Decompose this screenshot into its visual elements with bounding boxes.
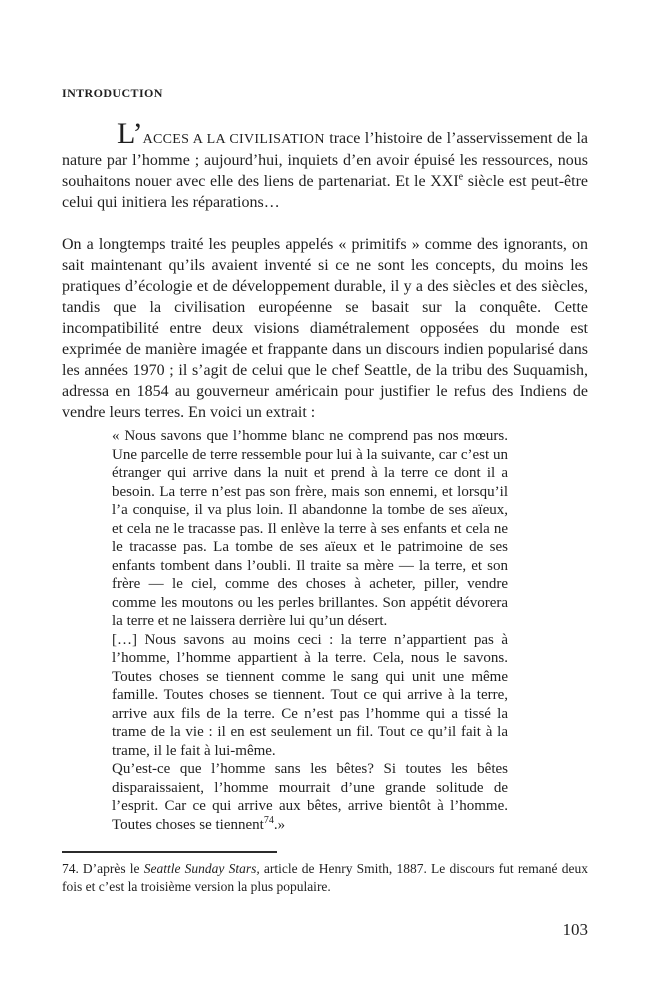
ordinal-superscript: e	[458, 171, 464, 183]
intro-paragraph	[62, 117, 589, 213]
quote-text-end: .»	[273, 816, 286, 833]
footnote-body: D’après le	[82, 861, 144, 876]
footnote-source-title: Seattle Sunday Stars,	[143, 861, 260, 876]
quote-paragraph-2: […] Nous savons au moins ceci : la terre n’appartient pas à l’homme, l’homme appartient à la terre. Cela, nous le savons. Toutes choses se tiennent comme le sang qui unit une même famille. Toutes choses se tiennent. Tout ce qui arrive à la terre, arrive aux fils de la terre. Ce n’est pas l’homme qui a tissé la trame de la vie : il en est seulement un fil. Tout ce qu’il fait à la trame, il le fait à lui-même.	[112, 631, 508, 759]
text-block	[62, 86, 588, 834]
intro-text: trace l’histoire de l’asservissement de la nature par l’homme ; aujourd’hui, inquiets d’en avoir épuisé les ressources, nous souhaitons nouer avec elle des liens de partenariat. Et le XXI	[62, 130, 589, 190]
small-caps-run: ACCES A LA CIVILISATION	[142, 132, 325, 147]
footnote-reference: 74	[263, 814, 274, 826]
page-number: 103	[562, 920, 588, 939]
footnote-number: 74.	[62, 861, 79, 876]
intro-text-end: siècle est peut-être celui qui initiera les réparations…	[62, 173, 588, 211]
footnote-text	[62, 860, 588, 896]
footnote-rule	[62, 851, 277, 853]
quote-text: Qu’est-ce que l’homme sans les bêtes? Si toutes les bêtes disparaissaient, l’homme mourrait d’une grande solitude de l’esprit. Car ce qui arrive aux bêtes, arrive bientôt à l’homme. Toutes choses se tiennent	[112, 761, 508, 833]
footnote	[62, 851, 588, 896]
body-paragraph: On a longtemps traité les peuples appelés « primitifs » comme des ignorants, on sait maintenant qu’ils avaient inventé si ce ne sont les concepts, du moins les pratiques d’écologie et de développement durable, il y a des siècles et des siècles, tandis que la civilisation européenne se basait sur la conquête. Cette incompatibilité entre deux visions diamétralement opposées du monde est exprimée de manière imagée et frappante dans un discours indien popularisé dans les années 1970 ; il s’agit de celui que le chef Seattle, de la tribu des Suquamish, adressa en 1854 au gouverneur américain pour justifier le refus des Indiens de vendre leurs terres. En voici un extrait :	[62, 236, 588, 421]
footnote-body-end: article de Henry Smith, 1887. Le discours fut remané deux fois et c’est la troisième version la plus populaire.	[62, 861, 588, 894]
quote-paragraph-1: « Nous savons que l’homme blanc ne comprend pas nos mœurs. Une parcelle de terre ressemble pour lui à la suivante, car c’est un étranger qui arrive dans la nuit et prend à la terre ce dont il a besoin. La terre n’est pas son frère, mais son ennemi, et lorsqu’il l’a conquise, il va plus loin. Il abandonne la tombe de ses aïeux, et cela ne le tracasse pas. Il enlève la terre à ses enfants et cela ne le tracasse pas. La tombe de ses aïeux et le patrimoine de ses enfants tombent dans l’oubli. Il traite sa mère — la terre, et son frère — le ciel, comme des choses à acheter, piller, vendre comme les moutons ou les perles brillantes. Son appétit dévorera la terre et ne laissera derrière lui qu’un désert.	[112, 428, 508, 629]
block-quote	[112, 427, 508, 834]
section-header: INTRODUCTION	[62, 86, 163, 100]
quote-paragraph-3	[112, 760, 508, 834]
initial-letter: L’	[117, 117, 143, 150]
